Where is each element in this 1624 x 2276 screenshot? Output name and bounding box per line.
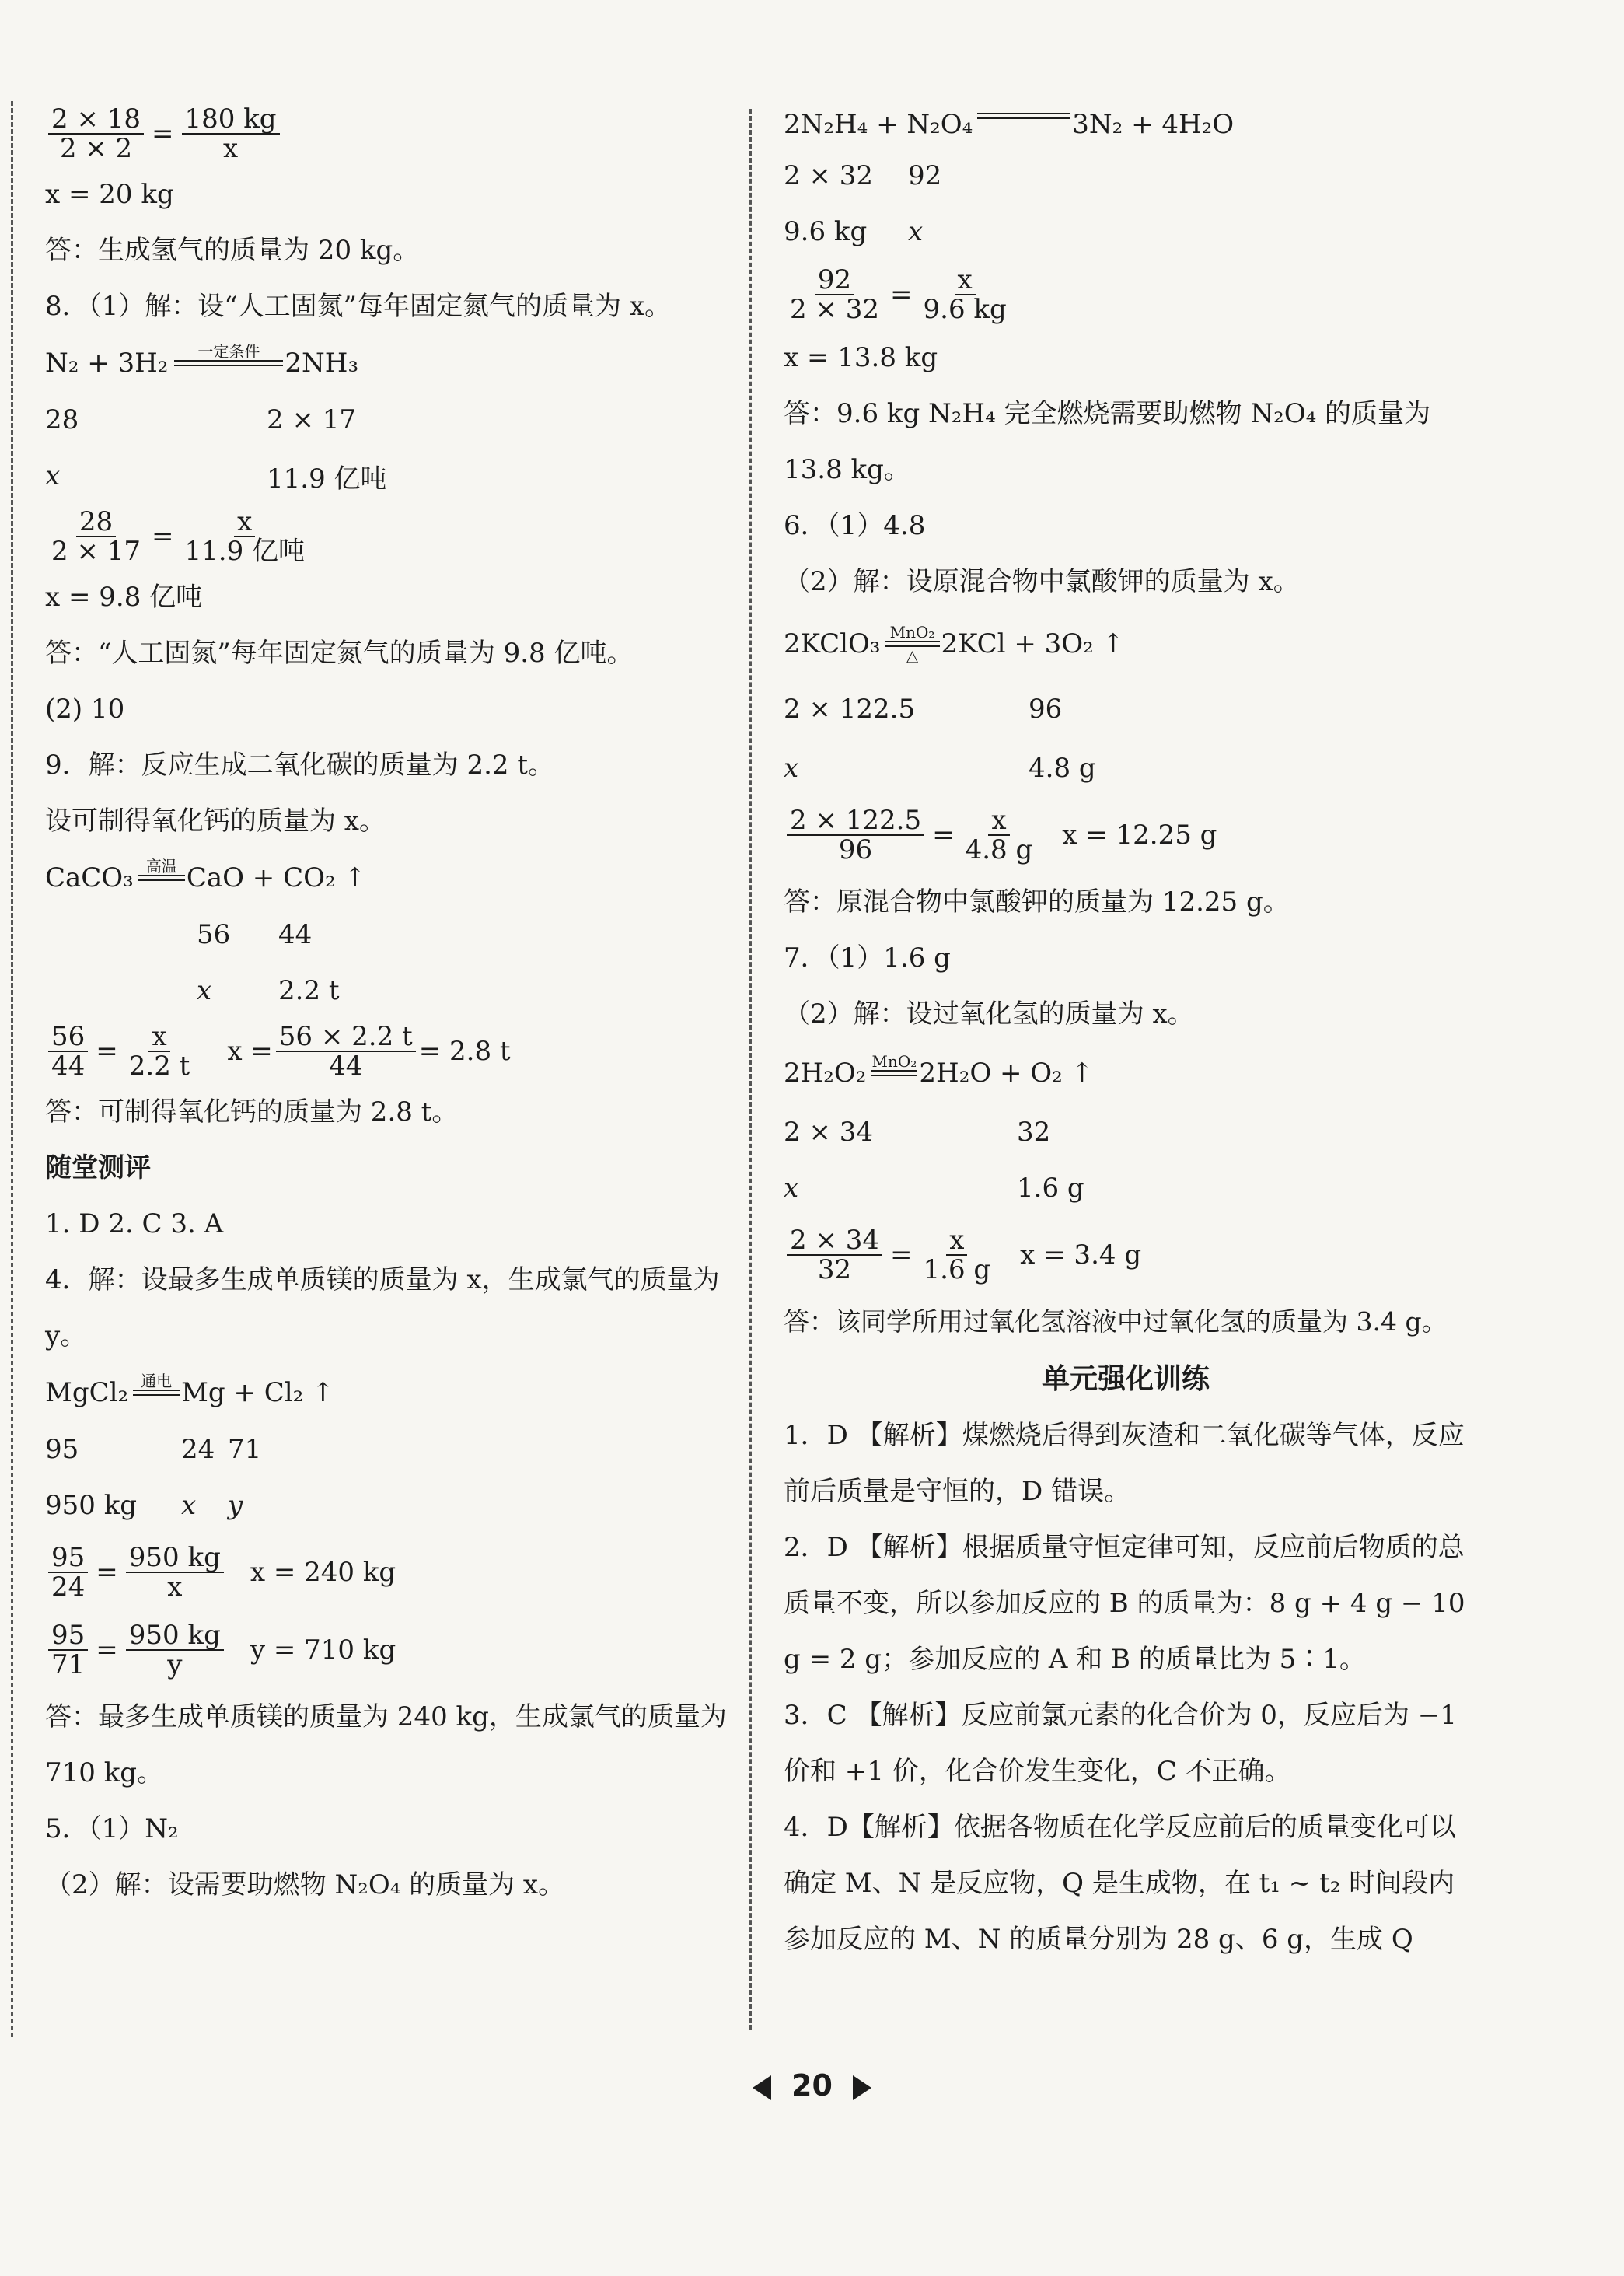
answer-line: 答：该同学所用过氧化氢溶液中过氧化氢的质量为 3.4 g。 (784, 1306, 1448, 1337)
numerator: 2 × 18 (48, 105, 144, 135)
denominator: 2 × 2 (59, 133, 133, 164)
answer-line: 答：“人工固氮”每年固定氮气的质量为 9.8 亿吨。 (45, 638, 634, 669)
chemical-equation (784, 1042, 1468, 1104)
stoich-value: 24 (181, 1434, 215, 1465)
numerator: 950 kg (126, 1621, 224, 1651)
answer-line: 答：最多生成单质镁的质量为 240 kg，生成氯气的质量为 710 kg。 (45, 1701, 727, 1788)
question-9-line: 9．解：反应生成二氧化碳的质量为 2.2 t。 (45, 750, 554, 781)
answer-line: 答：可制得氧化钙的质量为 2.8 t。 (45, 1096, 459, 1128)
denominator: 2.2 t (128, 1051, 190, 1082)
reactants: CaCO₃ (45, 862, 134, 893)
setup-line: （2）解：设原混合物中氯酸钾的质量为 x。 (784, 566, 1300, 597)
fraction-equation: $\frac{95}{24}$ = $\frac{950 kg}{x}$ x = 240 kg (45, 1533, 729, 1611)
equation-text: x = (227, 1036, 273, 1067)
stoich-row (45, 1477, 729, 1533)
answer-line: 答：9.6 kg N₂H₄ 完全燃烧需要助燃物 N₂O₄ 的质量为 13.8 kg。 (784, 398, 1431, 485)
chemical-equation (45, 849, 729, 907)
fraction-equation: $\frac{95}{71}$ = $\frac{950 kg}{y}$ y = 710 kg (45, 1611, 729, 1689)
numerator: 180 kg (182, 105, 280, 135)
stoich-value: 32 (1017, 1117, 1051, 1148)
numerator: x (946, 1226, 967, 1256)
question-4-line: 4．解：设最多生成单质镁的质量为 x，生成氯气的质量为 y。 (45, 1264, 720, 1351)
denominator: 9.6 kg (923, 294, 1007, 325)
stoich-value: 9.6 kg (784, 216, 868, 247)
denominator: y (167, 1649, 183, 1680)
stoich-row (784, 1104, 1468, 1160)
equation-text: x = 240 kg (250, 1557, 396, 1588)
reactants: 2N₂H₄ + N₂O₄ (784, 109, 973, 140)
setup-line: （2）解：设过氧化氢的质量为 x。 (784, 998, 1194, 1030)
result-line: x = 13.8 kg (784, 342, 938, 373)
stoich-value: 11.9 亿吨 (267, 463, 387, 495)
reaction-condition: 一定条件 (197, 342, 260, 361)
chemical-equation (45, 1364, 729, 1421)
products: CaO + CO₂ ↑ (186, 862, 366, 893)
exercise-4: 4．D【解析】依据各物质在化学反应前后的质量变化可以确定 M、N 是反应物，Q 是生成物，在 t₁ ~ t₂ 时间段内参加反应的 M、N 的质量分别为 28 g、6 g，生成 Q (784, 1812, 1456, 1955)
fraction-equation: $\frac{92}{2 \times 32}$ = $\frac{x}{9.6 kg}$ (784, 260, 1468, 330)
numerator: 28 (76, 508, 116, 537)
exercise-3: 3．C 【解析】反应前氯元素的化合价为 0，反应后为 −1 价和 +1 价，化合价发生变化，C 不正确。 (784, 1700, 1457, 1787)
stoich-value: 2.2 t (278, 975, 340, 1006)
stoich-row (784, 678, 1468, 740)
stoich-value: x (181, 1490, 197, 1521)
left-column (45, 101, 729, 1913)
stoich-value: 71 (228, 1434, 262, 1465)
denominator: 32 (817, 1254, 852, 1285)
numerator: 92 (815, 266, 854, 295)
products: 3N₂ + 4H₂O (1072, 109, 1235, 140)
stoich-value: x (908, 216, 924, 247)
stoich-value: 2 × 32 (784, 160, 873, 191)
numerator: 56 × 2.2 t (276, 1023, 416, 1052)
chemical-equation (784, 610, 1468, 678)
stoich-row (45, 963, 729, 1019)
chemical-equation (784, 101, 1468, 148)
equation-text: y = 710 kg (250, 1634, 396, 1666)
next-arrow-icon (853, 2075, 871, 2100)
numerator: 56 (48, 1023, 88, 1052)
stoich-row (45, 392, 729, 448)
stoich-row (45, 1421, 729, 1477)
right-column (784, 101, 1468, 1967)
stoich-row (784, 204, 1468, 260)
answer-line: (2) 10 (45, 694, 125, 725)
reactants: 2KClO₃ (784, 628, 881, 659)
reaction-condition: 通电 (141, 1372, 173, 1390)
stoich-row (784, 740, 1468, 796)
reactants: N₂ + 3H₂ (45, 348, 169, 379)
stoich-value: 1.6 g (1017, 1173, 1084, 1204)
chemical-equation (45, 334, 729, 392)
heat-symbol: △ (906, 646, 919, 665)
setup-line: （2）解：设需要助燃物 N₂O₄ 的质量为 x。 (45, 1869, 565, 1900)
stoich-value: 96 (1029, 694, 1063, 725)
page-number: 20 (791, 2068, 833, 2103)
stoich-value: x (784, 1173, 799, 1204)
stoich-row (784, 148, 1468, 204)
equation-text: = 2.8 t (418, 1036, 511, 1067)
equation-text: x = 12.25 g (1062, 820, 1217, 851)
stoich-row (45, 907, 729, 963)
denominator: 11.9 亿吨 (184, 536, 306, 567)
exercise-2: 2．D 【解析】根据质量守恒定律可知，反应前后物质的总质量不变，所以参加反应的 B 的质量为：8 g + 4 g − 10 g = 2 g；参加反应的 A 和 B 的质量比为 5∶1。 (784, 1532, 1465, 1675)
stoich-value: 4.8 g (1029, 753, 1096, 784)
stoich-value: 2 × 17 (267, 404, 356, 435)
stoich-value: x (784, 753, 799, 784)
question-8-line: 8．（1）解：设“人工固氮”每年固定氮气的质量为 x。 (45, 291, 672, 322)
denominator: 2 × 17 (51, 536, 141, 567)
catalyst-label: MnO₂ (871, 1052, 917, 1071)
stoich-value: x (45, 460, 61, 491)
denominator: 44 (51, 1051, 86, 1082)
products: Mg + Cl₂ ↑ (181, 1377, 334, 1408)
stoich-row (45, 448, 729, 504)
result-line: x = 9.8 亿吨 (45, 582, 203, 613)
stoich-value: 44 (278, 919, 313, 950)
binding-margin-line (11, 101, 13, 2037)
numerator: x (988, 806, 1009, 836)
setup-line: 设可制得氧化钙的质量为 x。 (45, 806, 386, 837)
fraction-equation: $\frac{2 \times 34}{32}$ = $\frac{x}{1.6 g}$ x = 3.4 g (784, 1216, 1468, 1294)
fraction-equation: $\frac{2 \times 18}{2 \times 2}$ = $\frac{180 kg}{x}$ (45, 101, 729, 166)
section-heading: 随堂测评 (45, 1152, 151, 1183)
reactants: 2H₂O₂ (784, 1058, 867, 1089)
denominator: x (167, 1572, 183, 1603)
denominator: x (222, 133, 239, 164)
numerator: 950 kg (126, 1544, 224, 1573)
catalyst-label: MnO₂ (889, 623, 935, 642)
question-5-line: 5．（1）N₂ (45, 1813, 179, 1844)
page-number-nav (0, 2068, 1624, 2103)
stoich-row (784, 1160, 1468, 1216)
stoich-value: 28 (45, 404, 79, 435)
numerator: 2 × 34 (787, 1226, 882, 1256)
prev-arrow-icon (753, 2075, 771, 2100)
stoich-value: y (228, 1490, 243, 1521)
column-divider (749, 109, 752, 2030)
stoich-value: 92 (908, 160, 942, 191)
stoich-value: 2 × 122.5 (784, 694, 916, 725)
denominator: 4.8 g (965, 834, 1033, 865)
products: 2KCl + 3O₂ ↑ (941, 628, 1125, 659)
numerator: 95 (48, 1621, 88, 1651)
denominator: 44 (329, 1051, 363, 1082)
fraction-equation: $\frac{56}{44}$ = $\frac{x}{2.2 t}$ x = $\frac{56 \times 2.2 t}{44}$ = 2.8 t (45, 1019, 729, 1084)
stoich-value: 950 kg (45, 1490, 138, 1521)
products: 2NH₃ (285, 348, 359, 379)
reaction-condition: 高温 (145, 857, 177, 876)
section-title: 单元强化训练 (1041, 1363, 1210, 1395)
denominator: 71 (51, 1649, 86, 1680)
numerator: 95 (48, 1544, 88, 1573)
numerator: 2 × 122.5 (787, 806, 924, 836)
stoich-value: 56 (197, 919, 231, 950)
fraction-equation: $\frac{2 \times 122.5}{96}$ = $\frac{x}{4.8 g}$ x = 12.25 g (784, 796, 1468, 874)
stoich-value: x (197, 975, 212, 1006)
answer-line: 答：生成氢气的质量为 20 kg。 (45, 235, 420, 266)
stoich-value: 2 × 34 (784, 1117, 873, 1148)
answer-line: 1. D 2. C 3. A (45, 1208, 224, 1239)
numerator: x (955, 266, 976, 295)
denominator: 1.6 g (923, 1254, 991, 1285)
answer-line: 答：原混合物中氯酸钾的质量为 12.25 g。 (784, 886, 1290, 918)
denominator: 96 (838, 834, 873, 865)
numerator: x (148, 1023, 169, 1052)
fraction-equation: $\frac{28}{2 \times 17}$ = $\frac{x}{\text{11.9 亿吨}}$ (45, 504, 729, 569)
products: 2H₂O + O₂ ↑ (919, 1058, 1094, 1089)
question-7-line: 7．（1）1.6 g (784, 942, 951, 974)
equation-text: x = 3.4 g (1020, 1239, 1142, 1271)
denominator: 2 × 32 (790, 294, 879, 325)
numerator: x (234, 508, 255, 537)
exercise-1: 1．D 【解析】煤燃烧后得到灰渣和二氧化碳等气体，反应前后质量是守恒的，D 错误。 (784, 1420, 1465, 1507)
reactants: MgCl₂ (45, 1377, 129, 1408)
question-6-line: 6．（1）4.8 (784, 510, 926, 541)
denominator: 24 (51, 1572, 86, 1603)
stoich-value: 95 (45, 1434, 79, 1465)
result-line: x = 20 kg (45, 179, 174, 210)
